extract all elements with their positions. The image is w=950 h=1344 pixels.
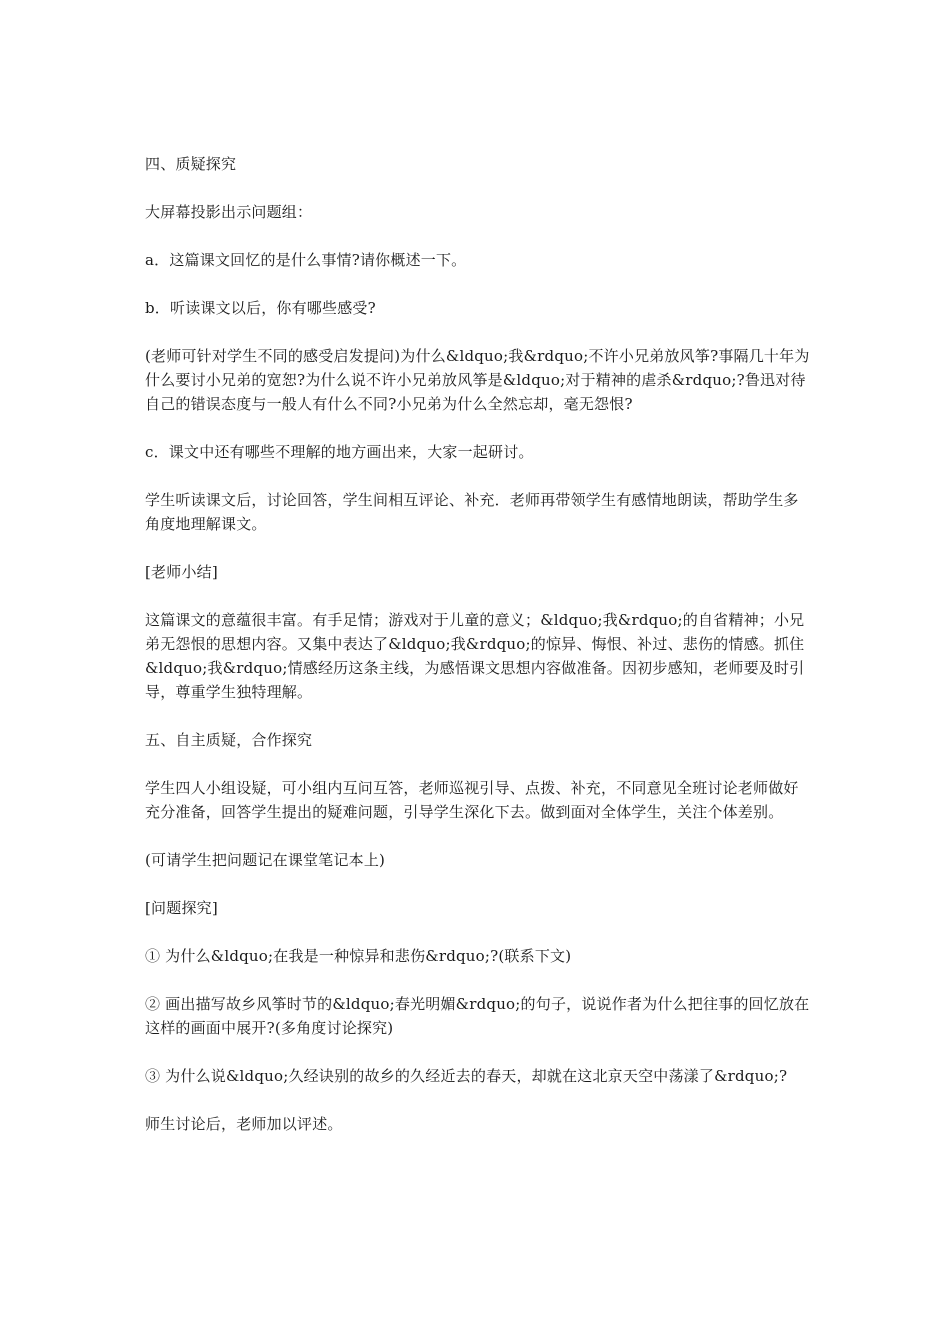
- inquiry-item-1: ① 为什么&ldquo;在我是一种惊异和悲伤&rdquo;?(联系下文): [145, 947, 572, 965]
- problem-inquiry-heading: [问题探究]: [145, 899, 218, 917]
- inquiry-item-3: ③ 为什么说&ldquo;久经诀别的故乡的久经近去的春天，却就在这北京天空中荡漾了&rdquo;?: [145, 1067, 788, 1085]
- paragraph: (可请学生把问题记在课堂笔记本上): [145, 851, 386, 869]
- paragraph: 这篇课文的意蕴很丰富。有手足情；游戏对于儿童的意义；&ldquo;我&rdquo;的自省精神；小兄弟无怨恨的思想内容。又集中表达了&ldquo;我&rdquo;的惊异、悔恨、补过、悲伤的情感。抓住&ldquo;我&rdquo;情感经历这条主线，为感悟课文思想内容做准备。因初步感知，老师要及时引导，尊重学生独特理解。: [145, 611, 805, 701]
- question-c: c．课文中还有哪些不理解的地方画出来，大家一起研讨。: [145, 443, 534, 461]
- document-body: [145, 152, 813, 1160]
- section-heading-5: 五、自主质疑，合作探究: [145, 731, 313, 749]
- paragraph: 大屏幕投影出示问题组：: [145, 203, 313, 221]
- question-b: b．听读课文以后，你有哪些感受?: [145, 299, 376, 317]
- paragraph: 学生听读课文后，讨论回答，学生间相互评论、补充．老师再带领学生有感情地朗读，帮助学生多角度地理解课文。: [145, 491, 799, 533]
- inquiry-item-2: ② 画出描写故乡风筝时节的&ldquo;春光明媚&rdquo;的句子，说说作者为什么把往事的回忆放在这样的画面中展开?(多角度讨论探究): [145, 995, 810, 1037]
- paragraph: 学生四人小组设疑，可小组内互问互答，老师巡视引导、点拨、补充，不同意见全班讨论老师做好充分准备，回答学生提出的疑难问题，引导学生深化下去。做到面对全体学生，关注个体差别。: [145, 779, 799, 821]
- paragraph: 师生讨论后，老师加以评述。: [145, 1115, 343, 1133]
- question-a: a．这篇课文回忆的是什么事情?请你概述一下。: [145, 251, 467, 269]
- section-heading-4: 四、质疑探究: [145, 155, 237, 173]
- teacher-summary-heading: [老师小结]: [145, 563, 218, 581]
- paragraph: (老师可针对学生不同的感受启发提问)为什么&ldquo;我&rdquo;不许小兄弟放风筝?事隔几十年为什么要讨小兄弟的宽恕?为什么说不许小兄弟放风筝是&ldquo;对于精神的虐杀&rdquo;?鲁迅对待自己的错误态度与一般人有什么不同?小兄弟为什么全然忘却，毫无怨恨?: [145, 347, 810, 413]
